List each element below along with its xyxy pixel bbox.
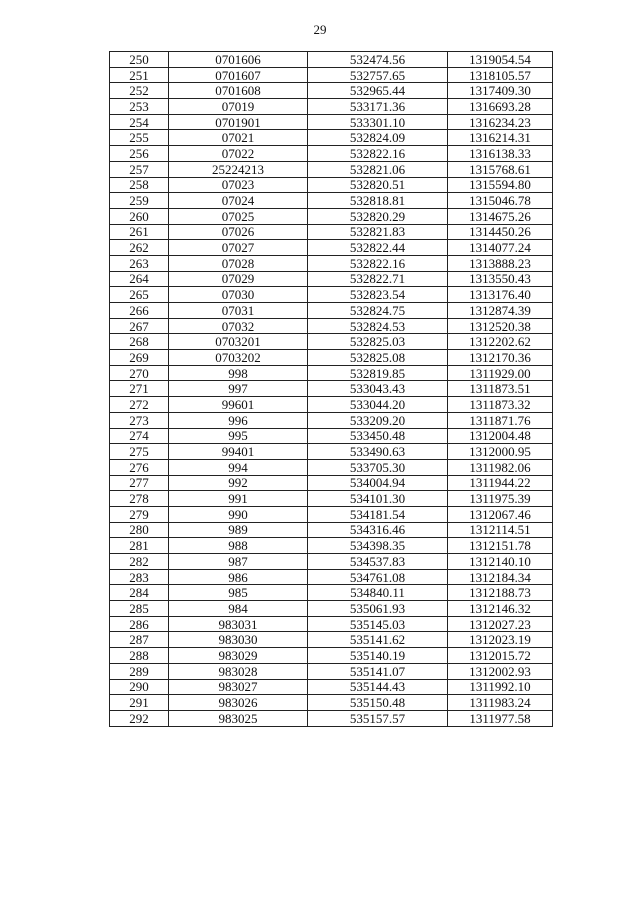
table-row — [110, 240, 553, 256]
y-coordinate-cell: 1316234.23 — [448, 114, 553, 130]
point-id-cell: 07029 — [169, 271, 308, 287]
point-id-cell: 989 — [169, 522, 308, 538]
row-number-cell: 274 — [110, 428, 169, 444]
row-number-cell: 280 — [110, 522, 169, 538]
point-id-cell: 994 — [169, 459, 308, 475]
y-coordinate-cell: 1311873.32 — [448, 397, 553, 413]
row-number-cell: 289 — [110, 663, 169, 679]
table-row — [110, 365, 553, 381]
point-id-cell: 07030 — [169, 287, 308, 303]
point-id-cell: 07024 — [169, 193, 308, 209]
table-row — [110, 428, 553, 444]
point-id-cell: 25224213 — [169, 161, 308, 177]
x-coordinate-cell: 532965.44 — [308, 83, 448, 99]
y-coordinate-cell: 1315594.80 — [448, 177, 553, 193]
table-row — [110, 334, 553, 350]
x-coordinate-cell: 532822.44 — [308, 240, 448, 256]
row-number-cell: 258 — [110, 177, 169, 193]
row-number-cell: 252 — [110, 83, 169, 99]
x-coordinate-cell: 535141.07 — [308, 663, 448, 679]
point-id-cell: 991 — [169, 491, 308, 507]
point-id-cell: 07025 — [169, 208, 308, 224]
row-number-cell: 265 — [110, 287, 169, 303]
point-id-cell: 0703201 — [169, 334, 308, 350]
table-row — [110, 397, 553, 413]
table-row — [110, 303, 553, 319]
y-coordinate-cell: 1312002.93 — [448, 663, 553, 679]
y-coordinate-cell: 1311983.24 — [448, 695, 553, 711]
x-coordinate-cell: 533043.43 — [308, 381, 448, 397]
point-id-cell: 983029 — [169, 648, 308, 664]
y-coordinate-cell: 1315768.61 — [448, 161, 553, 177]
y-coordinate-cell: 1311871.76 — [448, 412, 553, 428]
table-row — [110, 318, 553, 334]
x-coordinate-cell: 533301.10 — [308, 114, 448, 130]
row-number-cell: 286 — [110, 616, 169, 632]
row-number-cell: 278 — [110, 491, 169, 507]
table-row — [110, 648, 553, 664]
table-row — [110, 193, 553, 209]
x-coordinate-cell: 533705.30 — [308, 459, 448, 475]
row-number-cell: 272 — [110, 397, 169, 413]
y-coordinate-cell: 1312202.62 — [448, 334, 553, 350]
point-id-cell: 987 — [169, 554, 308, 570]
point-id-cell: 07021 — [169, 130, 308, 146]
y-coordinate-cell: 1312023.19 — [448, 632, 553, 648]
point-id-cell: 07031 — [169, 303, 308, 319]
table-row — [110, 459, 553, 475]
row-number-cell: 267 — [110, 318, 169, 334]
row-number-cell: 253 — [110, 99, 169, 115]
table-row — [110, 412, 553, 428]
table-row — [110, 208, 553, 224]
y-coordinate-cell: 1312520.38 — [448, 318, 553, 334]
table-row — [110, 506, 553, 522]
row-number-cell: 279 — [110, 506, 169, 522]
point-id-cell: 996 — [169, 412, 308, 428]
x-coordinate-cell: 532820.51 — [308, 177, 448, 193]
y-coordinate-cell: 1311975.39 — [448, 491, 553, 507]
x-coordinate-cell: 532821.06 — [308, 161, 448, 177]
row-number-cell: 276 — [110, 459, 169, 475]
x-coordinate-cell: 534316.46 — [308, 522, 448, 538]
point-id-cell: 0701607 — [169, 67, 308, 83]
x-coordinate-cell: 532821.83 — [308, 224, 448, 240]
point-id-cell: 998 — [169, 365, 308, 381]
y-coordinate-cell: 1312027.23 — [448, 616, 553, 632]
row-number-cell: 254 — [110, 114, 169, 130]
table-row — [110, 632, 553, 648]
point-id-cell: 983030 — [169, 632, 308, 648]
point-id-cell: 07022 — [169, 146, 308, 162]
row-number-cell: 282 — [110, 554, 169, 570]
y-coordinate-cell: 1317409.30 — [448, 83, 553, 99]
point-id-cell: 984 — [169, 601, 308, 617]
table-row — [110, 616, 553, 632]
coordinates-table — [109, 51, 553, 727]
table-row — [110, 585, 553, 601]
x-coordinate-cell: 533450.48 — [308, 428, 448, 444]
y-coordinate-cell: 1311944.22 — [448, 475, 553, 491]
y-coordinate-cell: 1312151.78 — [448, 538, 553, 554]
y-coordinate-cell: 1311929.00 — [448, 365, 553, 381]
point-id-cell: 07019 — [169, 99, 308, 115]
x-coordinate-cell: 535141.62 — [308, 632, 448, 648]
row-number-cell: 288 — [110, 648, 169, 664]
table-row — [110, 444, 553, 460]
row-number-cell: 268 — [110, 334, 169, 350]
x-coordinate-cell: 534101.30 — [308, 491, 448, 507]
table-row — [110, 663, 553, 679]
table-row — [110, 522, 553, 538]
table-row — [110, 601, 553, 617]
row-number-cell: 269 — [110, 350, 169, 366]
point-id-cell: 988 — [169, 538, 308, 554]
y-coordinate-cell: 1312140.10 — [448, 554, 553, 570]
row-number-cell: 291 — [110, 695, 169, 711]
y-coordinate-cell: 1313176.40 — [448, 287, 553, 303]
x-coordinate-cell: 535061.93 — [308, 601, 448, 617]
point-id-cell: 0701608 — [169, 83, 308, 99]
x-coordinate-cell: 532825.08 — [308, 350, 448, 366]
table-row — [110, 130, 553, 146]
x-coordinate-cell: 532824.53 — [308, 318, 448, 334]
x-coordinate-cell: 533171.36 — [308, 99, 448, 115]
y-coordinate-cell: 1316693.28 — [448, 99, 553, 115]
x-coordinate-cell: 535150.48 — [308, 695, 448, 711]
x-coordinate-cell: 532824.75 — [308, 303, 448, 319]
row-number-cell: 285 — [110, 601, 169, 617]
point-id-cell: 983028 — [169, 663, 308, 679]
row-number-cell: 290 — [110, 679, 169, 695]
table-row — [110, 255, 553, 271]
y-coordinate-cell: 1312067.46 — [448, 506, 553, 522]
row-number-cell: 284 — [110, 585, 169, 601]
point-id-cell: 992 — [169, 475, 308, 491]
y-coordinate-cell: 1314450.26 — [448, 224, 553, 240]
table-row — [110, 52, 553, 68]
table-row — [110, 287, 553, 303]
point-id-cell: 986 — [169, 569, 308, 585]
x-coordinate-cell: 534761.08 — [308, 569, 448, 585]
y-coordinate-cell: 1314077.24 — [448, 240, 553, 256]
row-number-cell: 266 — [110, 303, 169, 319]
row-number-cell: 260 — [110, 208, 169, 224]
point-id-cell: 99401 — [169, 444, 308, 460]
table-row — [110, 271, 553, 287]
x-coordinate-cell: 534840.11 — [308, 585, 448, 601]
y-coordinate-cell: 1316138.33 — [448, 146, 553, 162]
y-coordinate-cell: 1311992.10 — [448, 679, 553, 695]
point-id-cell: 07023 — [169, 177, 308, 193]
y-coordinate-cell: 1315046.78 — [448, 193, 553, 209]
table-row — [110, 710, 553, 726]
table-row — [110, 146, 553, 162]
y-coordinate-cell: 1312146.32 — [448, 601, 553, 617]
y-coordinate-cell: 1311873.51 — [448, 381, 553, 397]
x-coordinate-cell: 534537.83 — [308, 554, 448, 570]
row-number-cell: 263 — [110, 255, 169, 271]
row-number-cell: 257 — [110, 161, 169, 177]
row-number-cell: 261 — [110, 224, 169, 240]
y-coordinate-cell: 1314675.26 — [448, 208, 553, 224]
y-coordinate-cell: 1316214.31 — [448, 130, 553, 146]
x-coordinate-cell: 534004.94 — [308, 475, 448, 491]
row-number-cell: 273 — [110, 412, 169, 428]
table-row — [110, 350, 553, 366]
point-id-cell: 0701901 — [169, 114, 308, 130]
row-number-cell: 270 — [110, 365, 169, 381]
point-id-cell: 0701606 — [169, 52, 308, 68]
row-number-cell: 264 — [110, 271, 169, 287]
y-coordinate-cell: 1312184.34 — [448, 569, 553, 585]
x-coordinate-cell: 534398.35 — [308, 538, 448, 554]
table-row — [110, 67, 553, 83]
row-number-cell: 250 — [110, 52, 169, 68]
point-id-cell: 990 — [169, 506, 308, 522]
x-coordinate-cell: 533044.20 — [308, 397, 448, 413]
x-coordinate-cell: 533209.20 — [308, 412, 448, 428]
table-row — [110, 695, 553, 711]
x-coordinate-cell: 535145.03 — [308, 616, 448, 632]
point-id-cell: 07028 — [169, 255, 308, 271]
row-number-cell: 292 — [110, 710, 169, 726]
x-coordinate-cell: 534181.54 — [308, 506, 448, 522]
y-coordinate-cell: 1312114.51 — [448, 522, 553, 538]
x-coordinate-cell: 532822.16 — [308, 146, 448, 162]
point-id-cell: 0703202 — [169, 350, 308, 366]
point-id-cell: 997 — [169, 381, 308, 397]
x-coordinate-cell: 532474.56 — [308, 52, 448, 68]
y-coordinate-cell: 1311982.06 — [448, 459, 553, 475]
row-number-cell: 259 — [110, 193, 169, 209]
page-number: 29 — [313, 22, 327, 37]
row-number-cell: 251 — [110, 67, 169, 83]
row-number-cell: 256 — [110, 146, 169, 162]
row-number-cell: 281 — [110, 538, 169, 554]
table-row — [110, 224, 553, 240]
table-row — [110, 491, 553, 507]
x-coordinate-cell: 535157.57 — [308, 710, 448, 726]
table-row — [110, 177, 553, 193]
table-row — [110, 538, 553, 554]
y-coordinate-cell: 1312004.48 — [448, 428, 553, 444]
table-row — [110, 679, 553, 695]
y-coordinate-cell: 1312000.95 — [448, 444, 553, 460]
x-coordinate-cell: 535144.43 — [308, 679, 448, 695]
row-number-cell: 287 — [110, 632, 169, 648]
x-coordinate-cell: 532822.71 — [308, 271, 448, 287]
table-row — [110, 83, 553, 99]
x-coordinate-cell: 532824.09 — [308, 130, 448, 146]
row-number-cell: 255 — [110, 130, 169, 146]
x-coordinate-cell: 532757.65 — [308, 67, 448, 83]
point-id-cell: 07027 — [169, 240, 308, 256]
row-number-cell: 271 — [110, 381, 169, 397]
point-id-cell: 983026 — [169, 695, 308, 711]
point-id-cell: 985 — [169, 585, 308, 601]
point-id-cell: 995 — [169, 428, 308, 444]
y-coordinate-cell: 1313550.43 — [448, 271, 553, 287]
y-coordinate-cell: 1319054.54 — [448, 52, 553, 68]
x-coordinate-cell: 533490.63 — [308, 444, 448, 460]
point-id-cell: 983027 — [169, 679, 308, 695]
x-coordinate-cell: 532822.16 — [308, 255, 448, 271]
table-row — [110, 99, 553, 115]
y-coordinate-cell: 1312188.73 — [448, 585, 553, 601]
x-coordinate-cell: 532825.03 — [308, 334, 448, 350]
y-coordinate-cell: 1311977.58 — [448, 710, 553, 726]
table-row — [110, 554, 553, 570]
table-row — [110, 381, 553, 397]
table-row — [110, 475, 553, 491]
row-number-cell: 283 — [110, 569, 169, 585]
x-coordinate-cell: 532820.29 — [308, 208, 448, 224]
row-number-cell: 262 — [110, 240, 169, 256]
point-id-cell: 983031 — [169, 616, 308, 632]
point-id-cell: 983025 — [169, 710, 308, 726]
y-coordinate-cell: 1313888.23 — [448, 255, 553, 271]
y-coordinate-cell: 1312874.39 — [448, 303, 553, 319]
y-coordinate-cell: 1312015.72 — [448, 648, 553, 664]
point-id-cell: 07026 — [169, 224, 308, 240]
table-row — [110, 569, 553, 585]
row-number-cell: 275 — [110, 444, 169, 460]
y-coordinate-cell: 1312170.36 — [448, 350, 553, 366]
x-coordinate-cell: 532818.81 — [308, 193, 448, 209]
table-row — [110, 161, 553, 177]
row-number-cell: 277 — [110, 475, 169, 491]
point-id-cell: 99601 — [169, 397, 308, 413]
coordinates-table-body — [110, 52, 553, 727]
y-coordinate-cell: 1318105.57 — [448, 67, 553, 83]
table-row — [110, 114, 553, 130]
x-coordinate-cell: 532823.54 — [308, 287, 448, 303]
point-id-cell: 07032 — [169, 318, 308, 334]
x-coordinate-cell: 535140.19 — [308, 648, 448, 664]
x-coordinate-cell: 532819.85 — [308, 365, 448, 381]
